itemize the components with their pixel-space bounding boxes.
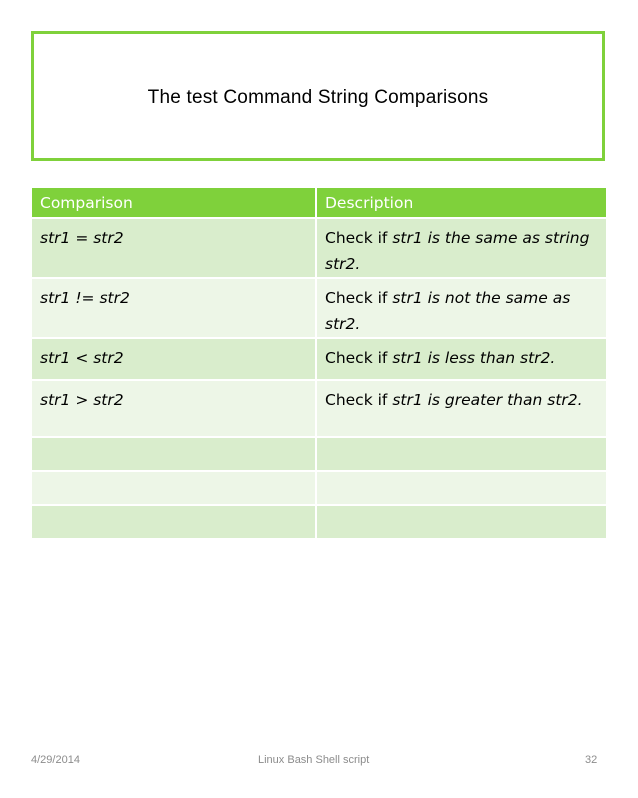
description-italic: str1 is greater than str2.	[392, 391, 583, 409]
description-cell	[316, 380, 606, 437]
table-header-row	[32, 188, 606, 218]
empty-cell	[316, 471, 606, 505]
description-italic: str1 is not the same as str2.	[325, 289, 571, 333]
footer-date: 4/29/2014	[31, 754, 80, 766]
table-row-empty	[32, 437, 606, 471]
slide-title: The test Command String Comparisons	[147, 87, 489, 108]
comparison-cell: str1 < str2	[32, 338, 316, 380]
comparison-table	[32, 188, 606, 540]
empty-cell	[32, 505, 316, 539]
table-row	[32, 380, 606, 437]
footer-title: Linux Bash Shell script	[258, 754, 370, 766]
header-description: Description	[316, 188, 606, 218]
table-row-empty	[32, 471, 606, 505]
description-italic: str1 is the same as string str2.	[325, 229, 590, 273]
footer-page-number: 32	[585, 754, 598, 766]
description-italic: str1 is less than str2.	[392, 349, 556, 367]
table-row-empty	[32, 505, 606, 539]
header-comparison: Comparison	[32, 188, 316, 218]
description-prefix: Check if	[325, 391, 393, 409]
comparison-cell: str1 != str2	[32, 278, 316, 338]
description-cell	[316, 218, 606, 278]
table-row	[32, 218, 606, 278]
comparison-cell: str1 > str2	[32, 380, 316, 437]
description-prefix: Check if	[325, 229, 393, 247]
slide-title-box	[31, 31, 605, 161]
empty-cell	[316, 437, 606, 471]
description-cell	[316, 338, 606, 380]
empty-cell	[32, 437, 316, 471]
description-prefix: Check if	[325, 349, 393, 367]
table-row	[32, 338, 606, 380]
empty-cell	[32, 471, 316, 505]
comparison-cell: str1 = str2	[32, 218, 316, 278]
empty-cell	[316, 505, 606, 539]
table-row	[32, 278, 606, 338]
description-prefix: Check if	[325, 289, 393, 307]
description-cell	[316, 278, 606, 338]
